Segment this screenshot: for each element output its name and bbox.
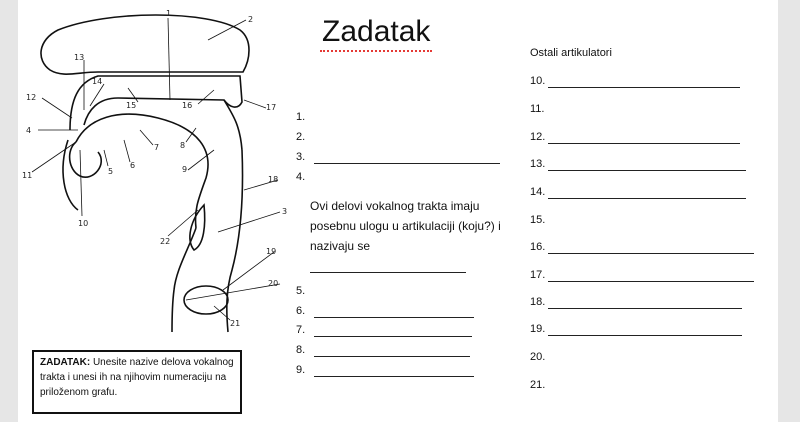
answer-line-6: 6. bbox=[296, 304, 474, 318]
answer-blank-6[interactable] bbox=[314, 307, 474, 318]
answer-line-17: 17. bbox=[530, 268, 754, 282]
diagram-label-13: 13 bbox=[74, 53, 85, 62]
diagram-label-16: 16 bbox=[182, 101, 193, 110]
glottis-outline bbox=[184, 286, 228, 314]
lower-lip-outline bbox=[70, 142, 102, 177]
diagram-label-15: 15 bbox=[126, 101, 137, 110]
worksheet-page bbox=[18, 0, 778, 422]
answer-line-15: 15. bbox=[530, 214, 546, 226]
diagram-label-10: 10 bbox=[78, 219, 89, 228]
pharynx-back-outline bbox=[227, 150, 243, 332]
diagram-label-5: 5 bbox=[108, 167, 114, 176]
answer-blank-14[interactable] bbox=[548, 188, 746, 199]
diagram-label-7: 7 bbox=[154, 143, 160, 152]
answer-line-12: 12. bbox=[530, 130, 740, 144]
answer-blank-7[interactable] bbox=[314, 326, 472, 337]
diagram-label-17: 17 bbox=[266, 103, 277, 112]
answer-line-11: 11. bbox=[530, 103, 545, 115]
task-instruction-box bbox=[32, 350, 242, 414]
nasal-cavity-outline bbox=[41, 15, 249, 74]
answer-line-18: 18. bbox=[530, 295, 742, 309]
answer-line-10: 10. bbox=[530, 74, 740, 88]
answer-blank-10[interactable] bbox=[548, 77, 740, 88]
answer-line-3: 3. bbox=[296, 150, 500, 164]
diagram-label-11: 11 bbox=[22, 171, 33, 180]
answer-line-13: 13. bbox=[530, 157, 746, 171]
answer-blank-16[interactable] bbox=[548, 243, 754, 254]
answer-line-2: 2. bbox=[296, 131, 306, 143]
right-column-heading: Ostali artikulatori bbox=[530, 47, 612, 59]
diagram-label-20: 20 bbox=[268, 279, 279, 288]
answer-blank-3[interactable] bbox=[314, 153, 500, 164]
answer-blank-articulation[interactable] bbox=[310, 262, 466, 273]
vocal-tract-diagram bbox=[18, 0, 318, 345]
diagram-label-21: 21 bbox=[230, 319, 241, 328]
answer-line-8: 8. bbox=[296, 343, 470, 357]
diagram-label-2: 2 bbox=[248, 15, 254, 24]
diagram-label-6: 6 bbox=[130, 161, 136, 170]
diagram-label-9: 9 bbox=[182, 165, 188, 174]
diagram-label-14: 14 bbox=[92, 77, 103, 86]
answer-blank-9[interactable] bbox=[314, 366, 474, 377]
answer-blank-13[interactable] bbox=[548, 160, 746, 171]
question-paragraph: Ovi delovi vokalnog trakta imaju posebnu ulogu u artikulaciji (koju?) i nazivaju se bbox=[310, 196, 510, 273]
diagram-label-18: 18 bbox=[268, 175, 279, 184]
page-title: Zadatak bbox=[320, 14, 432, 52]
answer-line-19: 19. bbox=[530, 322, 742, 336]
answer-blank-12[interactable] bbox=[548, 133, 740, 144]
answer-blank-17[interactable] bbox=[548, 271, 754, 282]
answer-blank-18[interactable] bbox=[548, 298, 742, 309]
answer-blank-8[interactable] bbox=[314, 346, 470, 357]
epiglottis-outline bbox=[190, 205, 205, 250]
pharynx-front-outline bbox=[172, 228, 196, 332]
answer-blank-19[interactable] bbox=[548, 325, 742, 336]
diagram-label-4: 4 bbox=[26, 126, 32, 135]
task-label: ZADATAK: bbox=[40, 357, 91, 368]
diagram-label-22: 22 bbox=[160, 237, 171, 246]
diagram-label-1: 1 bbox=[166, 9, 172, 18]
diagram-label-3: 3 bbox=[282, 207, 288, 216]
answer-line-21: 21. bbox=[530, 379, 546, 391]
diagram-label-8: 8 bbox=[180, 141, 186, 150]
diagram-label-12: 12 bbox=[26, 93, 37, 102]
answer-line-14: 14. bbox=[530, 185, 746, 199]
answer-line-4: 4. bbox=[296, 171, 306, 183]
answer-line-1: 1. bbox=[296, 111, 306, 123]
diagram-label-19: 19 bbox=[266, 247, 277, 256]
task-text: Unesite nazive delova vokalnog trakta i unesi ih na njihovim numeraciju na priloženom grafu. bbox=[40, 357, 234, 398]
tongue-outline bbox=[76, 114, 208, 228]
answer-line-9: 9. bbox=[296, 363, 474, 377]
answer-line-5: 5. bbox=[296, 285, 306, 297]
answer-line-20: 20. bbox=[530, 351, 546, 363]
answer-line-7: 7. bbox=[296, 323, 472, 337]
answer-line-16: 16. bbox=[530, 240, 754, 254]
